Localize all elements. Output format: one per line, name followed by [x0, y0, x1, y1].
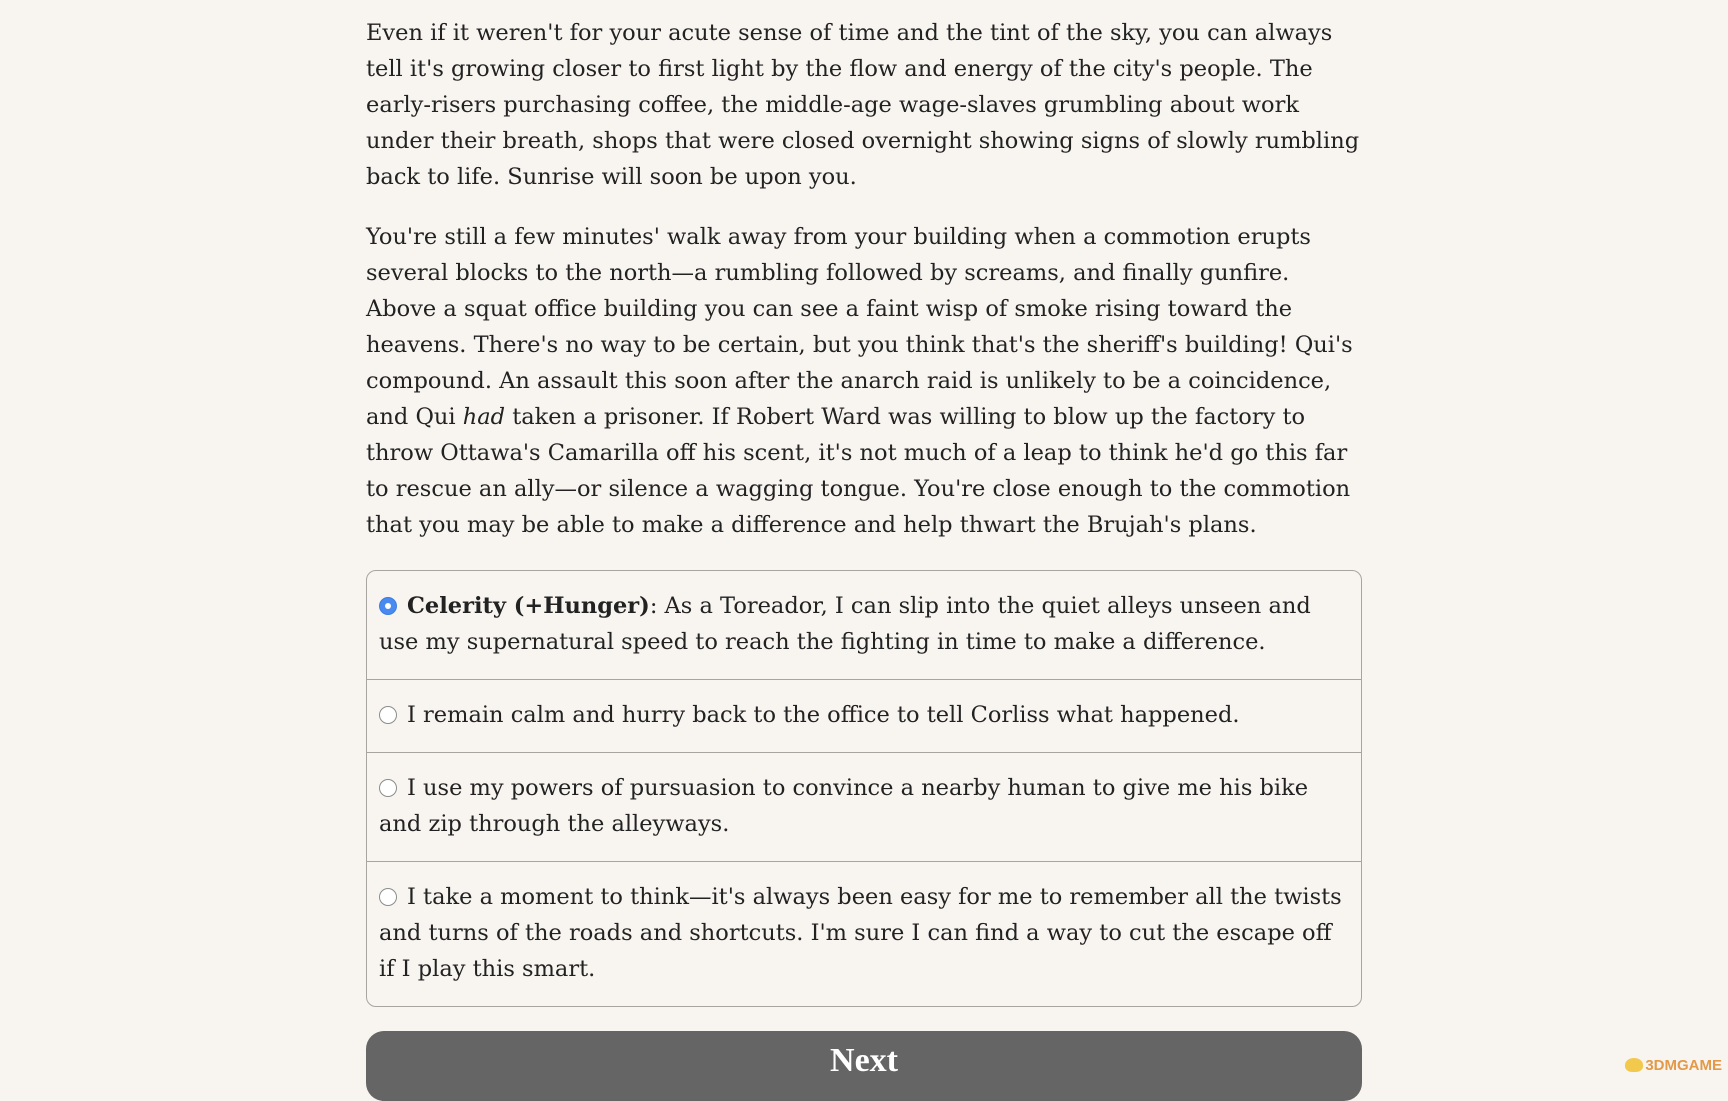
choice-celerity[interactable] [367, 571, 1361, 679]
radio-unselected-icon[interactable] [379, 706, 397, 724]
choice-think-shortcuts[interactable] [367, 861, 1361, 1006]
story-paragraph-2-emphasis: had [462, 404, 506, 430]
choice-label: : As a Toreador, I can slip into the quiet alleys unseen and use my supernatural speed to reach the fighting in time to make a difference. [379, 593, 1311, 655]
choice-list [366, 570, 1362, 1007]
choice-remain-calm[interactable] [367, 679, 1361, 752]
radio-selected-icon[interactable] [379, 597, 397, 615]
radio-unselected-icon[interactable] [379, 888, 397, 906]
story-paragraph-1: Even if it weren't for your acute sense of time and the tint of the sky, you can always tell it's growing closer to first light by the flow and energy of the city's people. The early-risers purchasing coffee, the middle-age wage-slaves grumbling about work under their breath, shops that were closed overnight showing signs of slowly rumbling back to life. Sunrise will soon be upon you. [366, 20, 1360, 190]
choice-label-bold: Celerity (+Hunger) [407, 593, 650, 619]
radio-unselected-icon[interactable] [379, 779, 397, 797]
mascot-icon [1625, 1058, 1643, 1072]
story-paragraph-2 [366, 219, 1362, 543]
watermark-text: 3DMGAME [1645, 1057, 1722, 1074]
choice-persuasion-bike[interactable] [367, 752, 1361, 861]
choice-label: I take a moment to think—it's always been easy for me to remember all the twists and turns of the roads and shortcuts. I'm sure I can find a way to cut the escape off if I play this smart. [379, 884, 1342, 982]
story-container [366, 0, 1362, 1101]
watermark [1625, 1057, 1722, 1074]
story-paragraph-2-part-a: You're still a few minutes' walk away from your building when a commotion erupts several blocks to the north—a rumbling followed by screams, and finally gunfire. Above a squat office building you can see a faint wisp of smoke rising toward the heavens. There's no way to be certain, but you think that's the sheriff's building! Qui's compound. An assault this soon after the anarch raid is unlikely to be a coincidence, and Qui [366, 224, 1353, 430]
story-paragraph-2-part-b: taken a prisoner. If Robert Ward was willing to blow up the factory to throw Ottawa's Camarilla off his scent, it's not much of a leap to think he'd go this far to rescue an ally—or silence a wagging tongue. You're close enough to the commotion that you may be able to make a difference and help thwart the Brujah's plans. [366, 404, 1351, 538]
choice-label: I remain calm and hurry back to the office to tell Corliss what happened. [407, 702, 1240, 728]
choice-label: I use my powers of pursuasion to convince a nearby human to give me his bike and zip through the alleyways. [379, 775, 1309, 837]
next-button[interactable]: Next [366, 1031, 1362, 1101]
